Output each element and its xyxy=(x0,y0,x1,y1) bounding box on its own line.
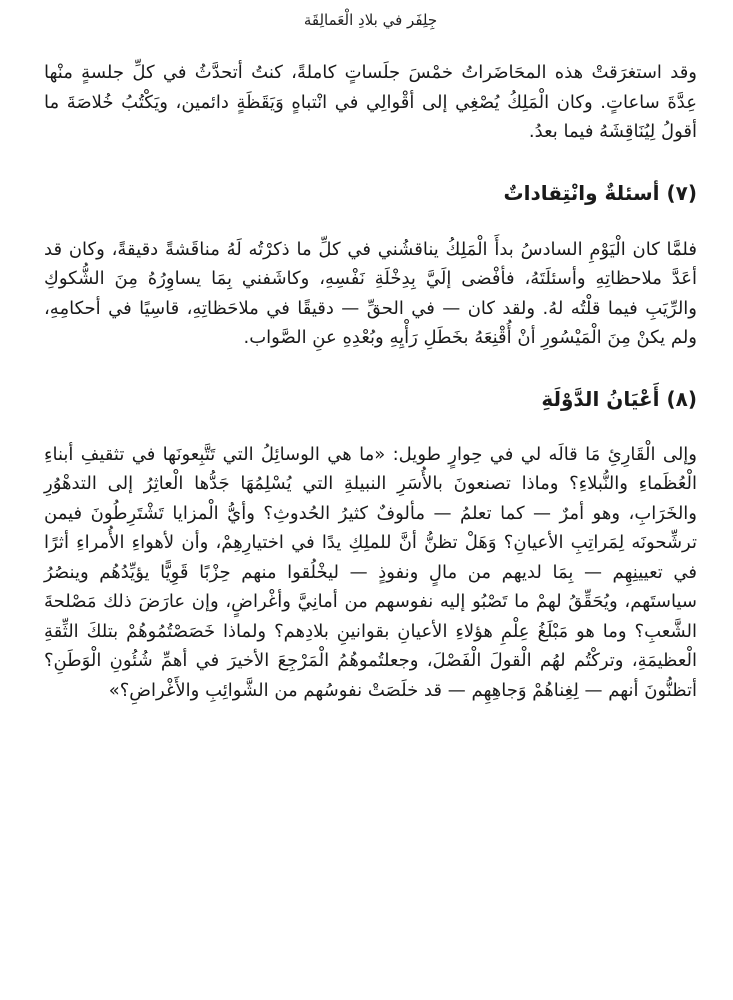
paragraph-king-discussion: فلمَّا كان الْيَوْمِ السادسُ بدأَ الْمَلِكُ يناقشُني في كلِّ ما ذكرْتُه لَهُ مناقَشةً دقيقةً، وكان قد أعَدَّ ملاحظاتِهِ وأسئلَتَهُ، فأفْضى إلَيَّ بِدِخْلَةِ نَفْسِهِ، وكاشَفني بِمَا يساوِرُهُ مِنَ الشُّكوكِ والرِّيَبِ فيما قلْتُه لهُ. ولقد كان — في الحقِّ — دقيقًا في ملاحَظاتِهِ، قاسِيًا في أحكامِهِ، ولم يكنْ مِنَ الْمَيْسُورِ أنْ أُقْنِعَهُ بخَطَلِ رَأْيِهِ وبُعْدِهِ عنِ الصَّواب. xyxy=(44,238,697,348)
section-heading-nobles: (٨) أَعْيَانُ الدَّوْلَةِ xyxy=(541,386,697,411)
running-header: جِلِفَر في بلادِ الْعَمالِقَة xyxy=(303,11,438,29)
paragraph-lectures: وقد استغرَقتْ هذه المحَاضَراتُ خمْسَ جلَساتٍ كاملةً، كنتُ أتحدَّثُ في كلِّ جلسةٍ منْها عِدَّةَ ساعاتٍ. وكان الْمَلِكُ يُصْغِي إلى أقْوالِي في انْتباهٍ وَيَقَظَةٍ دائمين، ويَكْتُبُ خُلاصَةَ ما أقولُ لِيُنَاقِشَهُ فيما بعدُ. xyxy=(44,62,697,142)
book-page xyxy=(44,0,697,1000)
section-heading-questions: (٧) أسئلةٌ وانْتِقاداتٌ xyxy=(503,180,697,205)
paragraph-king-questions: وإلى الْقَارِئِ مَا قالَه لي في حِوارٍ طويل: «ما هي الوسائِلُ التي تَتَّبِعونَها في تثقيفِ أبناءِ الْعُظَماءِ والنُّبلاءِ؟ وماذا تصنعونَ بالأُسَرِ النبيلةِ التي يُسْلِمُهَا جَدُّها الْعاثِرُ إلى التدهْوُرِ والخَرَابِ، وهو أمرٌ — كما تعلمُ — مألوفٌ كثيرُ الحُدوثِ؟ وأيُّ الْمزايا تَشْتَرِطُونَ فيمن ترشِّحونَه لِمَراتِبِ الأعيانِ؟ وَهَلْ تظنُّ أنَّ للملِكِ يدًا في اختيارِهِمْ، وأن لأهواءِ الأُمراءِ أثرًا في تعيينِهِم — بِمَا لديهم من مالٍ ونفوذٍ — ليخْلُقوا منهم حِزْبًا قَوِيًّا يؤيِّدُهُم وينصُرُ سياستَهم، ويُحَقِّقُ لهمْ ما تَصْبُو إليه نفوسهم من أمانِيَّ وأغْراضٍ، وإن عارَضَ ذلك مَصْلحةَ الشَّعبِ؟ وما هو مَبْلَغُ عِلْمِ هؤلاءِ الأعيانِ بقوانينِ بلادِهم؟ ولماذا خَصَصْتُمُوهُمْ بتلكَ الثِّقةِ الْعظيمَةِ، وتركْتُم لهُم الْقولَ الْفَصْلَ، وجعلتُموهُمُ الْمَرْجِعَ الأخيرَ في أهمِّ شُئُونِ الْوَطَنِ؟ أتظنُّونَ أنهم — لِغِناهُمْ وَجاهِهِم — قد خلَصَتْ نفوسُهم من الشَّوائِبِ والأَغْراضِ؟» xyxy=(44,443,697,701)
